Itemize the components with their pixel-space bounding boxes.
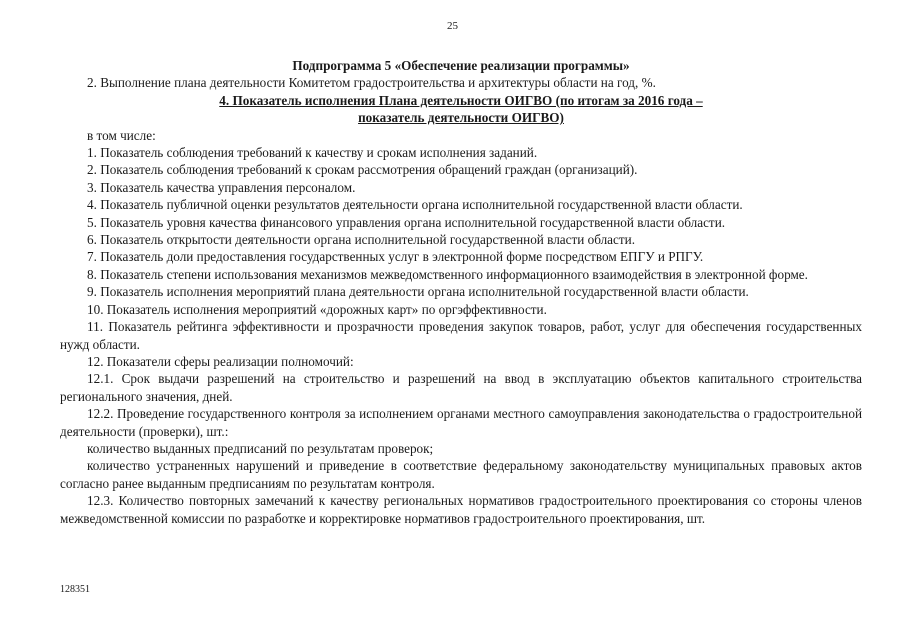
subprogram-title: Подпрограмма 5 «Обеспечение реализации программы» bbox=[292, 58, 630, 73]
list-item: количество устраненных нарушений и приведение в соответствие федеральному законодательству муниципальных правовых актов согласно ранее выданным предписаниям по результатам контроля. bbox=[60, 458, 862, 491]
paragraph-including: в том числе: bbox=[87, 127, 156, 143]
list-item: 9. Показатель исполнения мероприятий плана деятельности органа исполнительной государственной власти области. bbox=[87, 284, 749, 300]
list-item: 10. Показатель исполнения мероприятий «дорожных карт» по оргэффективности. bbox=[87, 301, 547, 317]
list-item: 4. Показатель публичной оценки результатов деятельности органа исполнительной государственной власти области. bbox=[87, 197, 743, 213]
list-item: 6. Показатель открытости деятельности органа исполнительной государственной власти области. bbox=[87, 232, 635, 248]
list-item: 1. Показатель соблюдения требований к качеству и срокам исполнения заданий. bbox=[87, 145, 538, 161]
section-heading-line-1: 4. Показатель исполнения Плана деятельности ОИГВО (по итогам за 2016 года – bbox=[219, 92, 703, 108]
list-item: 2. Показатель соблюдения требований к срокам рассмотрения обращений граждан (организаций). bbox=[87, 162, 638, 178]
list-item: количество выданных предписаний по результатам проверок; bbox=[87, 440, 434, 456]
page-number: 25 bbox=[447, 20, 458, 32]
list-item: 12.1. Срок выдачи разрешений на строительство и разрешений на ввод в эксплуатацию объектов капитального строительства регионального значения, дней. bbox=[60, 371, 862, 404]
list-item: 12. Показатели сферы реализации полномочий: bbox=[87, 353, 354, 369]
list-item: 8. Показатель степени использования механизмов межведомственного информационного взаимодействия в электронной форме. bbox=[87, 266, 808, 282]
list-item: 5. Показатель уровня качества финансового управления органа исполнительной государственной власти области. bbox=[87, 214, 726, 230]
section-heading-line-2: показатель деятельности ОИГВО) bbox=[358, 110, 564, 126]
list-item: 12.3. Количество повторных замечаний к качеству региональных нормативов градостроительного проектирования со стороны членов межведомственной комиссии по разработке и корректировке нормативов градостроительного проектирования, шт. bbox=[60, 493, 862, 526]
list-item: 11. Показатель рейтинга эффективности и прозрачности проведения закупок товаров, работ, услуг для обеспечения государственных нужд области. bbox=[60, 319, 862, 352]
document-code: 128351 bbox=[60, 584, 90, 595]
paragraph-plan-execution: 2. Выполнение плана деятельности Комитетом градостроительства и архитектуры области на год, %. bbox=[87, 75, 656, 91]
list-item: 12.2. Проведение государственного контроля за исполнением органами местного самоуправления законодательства о градостроительной деятельности (проверки), шт.: bbox=[60, 406, 862, 439]
list-item: 3. Показатель качества управления персоналом. bbox=[87, 179, 356, 195]
list-item: 7. Показатель доли предоставления государственных услуг в электронной форме посредством ЕПГУ и РПГУ. bbox=[87, 249, 704, 265]
document-body bbox=[60, 57, 862, 527]
